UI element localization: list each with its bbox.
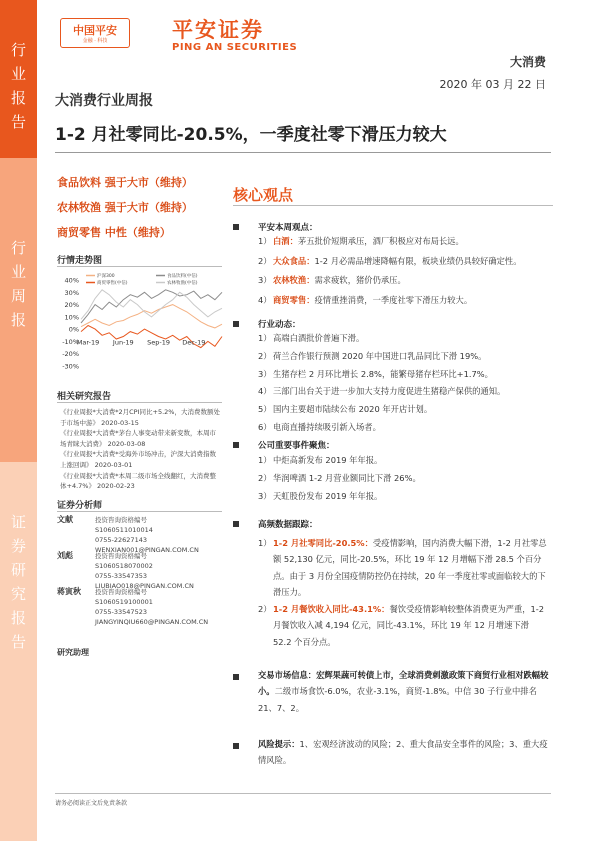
brand-name-en: PING AN SECURITIES (172, 42, 298, 53)
market-info-text: 二级市场食饮-6.0%，农业-3.1%，商贸-1.8%。中信 30 子行业中排名 21、7、2。 (258, 686, 537, 713)
analyst-contact (95, 551, 194, 591)
rating-food-beverage: 食品饮料 强于大市（维持） (57, 176, 193, 189)
item-highlight: 商贸零售： (273, 294, 315, 305)
related-report-title: 《行业周报*大消费*受海外市场冲击，沪深大消费指数上涨回调》 (60, 450, 216, 469)
related-report-date: 2020-03-08 (105, 439, 146, 448)
analyst-contact-line: WENXIAN001@PINGAN.COM.CN (95, 546, 199, 554)
item-text: 荷兰合作银行预测 2020 年中国进口乳品同比下滑 19%。 (273, 350, 487, 361)
bullet-icon (233, 442, 239, 448)
related-report-date: 2020-03-01 (92, 460, 133, 469)
item-text: 电商直播持续吸引新入场者。 (273, 422, 381, 432)
risk-warning-paragraph (258, 736, 550, 769)
analysts-divider (57, 511, 222, 512)
item-number: 2） (258, 255, 272, 266)
related-report-item (60, 407, 220, 428)
analyst-contact-line: S1060511010014 (95, 526, 153, 534)
item-number: 4） (258, 294, 272, 305)
market-trend-chart (57, 268, 227, 378)
item-number: 2） (258, 350, 272, 361)
sidebar-char: 究 (10, 585, 26, 603)
related-report-title: 《行业周报*大消费*茅台人事变动带来新变数，本周市场青睐大消费》 (60, 429, 216, 448)
sidebar-char: 行 (10, 239, 26, 257)
risk-warning-label: 风险提示： (258, 739, 300, 749)
bullet-icon (233, 674, 239, 680)
industry-trends-heading: 行业动态： (258, 320, 301, 330)
item-text: 疫情重挫消费，一季度社零下滑压力较大。 (314, 294, 473, 305)
y-tick-label: 40% (64, 276, 79, 285)
sidebar-char: 告 (10, 633, 26, 651)
analyst-contact-line: S1060518070002 (95, 562, 153, 570)
related-report-item (60, 471, 220, 492)
data-tracking-heading: 高频数据跟踪： (258, 520, 318, 530)
analyst-contact-line: LIUBIAO018@PINGAN.COM.CN (95, 582, 194, 590)
related-reports-list (60, 407, 220, 492)
sidebar-char: 报 (10, 89, 26, 107)
sidebar-char: 业 (10, 263, 26, 281)
y-tick-label: -20% (62, 350, 79, 359)
sidebar-label-securities-research (0, 510, 37, 654)
analyst-contact-line: 投资咨询资格编号 (95, 552, 147, 560)
weekly-view-heading: 平安本周观点： (258, 223, 318, 233)
item-text: 生猪存栏 2 月环比增长 2.8%，能繁母猪存栏环比+1.7%。 (273, 368, 493, 379)
item-text: 需求疲软，猪价仍承压。 (314, 275, 406, 285)
item-text: 餐饮受疫情影响较整体消费更为严重，1-2 月餐饮收入减 4,194 亿元，同比-43.1%，环比 19 年 12 月增速下滑 52.2 个百分点。 (273, 604, 545, 647)
related-reports-title: 相关研究报告 (57, 392, 112, 402)
sidebar-char: 业 (10, 65, 26, 83)
y-tick-label: -30% (62, 362, 79, 371)
item-number: 1） (258, 455, 272, 465)
market-info-paragraph (258, 667, 550, 716)
analyst-contact-line: JIANGYINQIU660@PINGAN.COM.CN (95, 618, 209, 626)
sidebar-label-industry-weekly (0, 236, 37, 332)
item-number: 3） (258, 368, 272, 379)
weekly-view-item (258, 236, 550, 247)
footer-divider (55, 793, 551, 794)
series-line-1 (81, 290, 222, 323)
related-reports-divider (57, 402, 222, 403)
item-highlight: 1-2 月餐饮收入同比-43.1%： (273, 604, 390, 614)
company-events-heading: 公司重要事件聚焦： (258, 441, 335, 451)
report-date: 2020 年 03 月 22 日 (439, 78, 546, 91)
item-text: 国内主要超市陆续公布 2020 年开店计划。 (273, 404, 433, 415)
industry-trend-item (258, 422, 550, 433)
legend-label: 食品饮料(中信) (167, 274, 198, 279)
brand-name-cn: 平安证券 (172, 18, 264, 42)
series-line-3 (81, 290, 222, 320)
bullet-icon (233, 743, 239, 749)
data-tracking-item-1 (258, 535, 550, 600)
analyst-contact-line: 投资咨询资格编号 (95, 588, 147, 596)
rating-agriculture: 农林牧渔 强于大市（维持） (57, 201, 193, 214)
item-text: 高端白酒批价普遍下滑。 (273, 333, 365, 343)
sidebar-char: 周 (10, 287, 26, 305)
sidebar-char: 研 (10, 561, 26, 579)
footer-disclaimer: 请务必阅读正文后免责条款 (55, 800, 128, 807)
logo-text: 中国平安 (73, 24, 117, 37)
page-title: 1-2 月社零同比-20.5%，一季度社零下滑压力较大 (55, 125, 447, 145)
report-type: 大消费行业周报 (55, 93, 153, 109)
company-event-item (258, 455, 550, 466)
legend-label: 农林牧渔(中信) (167, 281, 198, 286)
item-number: 4） (258, 386, 272, 397)
sidebar-char: 券 (10, 537, 26, 555)
company-event-item (258, 473, 550, 484)
related-report-date: 2020-03-15 (99, 418, 139, 427)
item-number: 2） (258, 604, 272, 614)
y-tick-label: 0% (68, 325, 79, 334)
related-report-title: 《行业周报*大消费*2月CPI同比+5.2%，大消费数额处于市场中游》 (60, 408, 220, 427)
item-highlight: 大众食品： (273, 255, 315, 266)
analyst-name: 刘彪 (57, 551, 73, 560)
item-text: 中炬高新发布 2019 年年报。 (273, 455, 383, 465)
related-report-item (60, 449, 220, 470)
analyst-contact-line: 投资咨询资格编号 (95, 516, 147, 524)
bullet-icon (233, 521, 239, 527)
item-number: 3） (258, 275, 272, 285)
item-text: 茅五批价短期承压，酒厂积极应对布局长远。 (297, 236, 464, 246)
company-event-item (258, 491, 550, 502)
weekly-view-item (258, 256, 550, 267)
related-report-date: 2020-02-23 (94, 482, 135, 491)
analyst-contact (95, 587, 208, 627)
data-tracking-item-2 (258, 601, 550, 650)
bullet-icon (233, 321, 239, 327)
item-text: 华润啤酒 1-2 月营业额同比下滑 26%。 (273, 473, 421, 483)
industry-trend-item (258, 369, 550, 380)
x-tick-label: Dec-19 (182, 338, 206, 347)
x-tick-label: Jun-19 (112, 338, 134, 347)
sidebar-label-industry-report (0, 38, 37, 134)
sidebar-char: 告 (10, 113, 26, 131)
core-views-title: 核心观点 (233, 186, 294, 204)
analysts-title: 证券分析师 (57, 501, 103, 511)
research-assistant-label: 研究助理 (57, 648, 89, 657)
analyst-name: 蒋寅秋 (57, 587, 81, 596)
industry-trend-item (258, 404, 550, 415)
weekly-view-item (258, 275, 550, 286)
x-tick-label: Mar-19 (76, 338, 100, 347)
industry-trend-item (258, 333, 550, 344)
market-info-highlight: 交易市场信息：宏辉果蔬可转债上市，全球消费刺激政策下商贸行业相对跌幅较小。 (258, 670, 549, 697)
item-highlight: 农林牧渔： (273, 275, 315, 285)
item-highlight: 1-2 月社零同比-20.5%： (273, 538, 373, 548)
legend-label: 商贸零售(中信) (97, 281, 128, 286)
item-number: 6） (258, 422, 272, 432)
item-text: 三部门出台关于进一步加大支持力度促进生猪稳产保供的通知。 (273, 386, 506, 397)
analyst-contact-line: 0755-33547523 (95, 608, 147, 616)
y-tick-label: 10% (64, 313, 79, 322)
x-tick-label: Sep-19 (147, 338, 170, 347)
y-tick-label: 20% (64, 301, 79, 310)
item-highlight: 白酒： (273, 236, 298, 246)
item-number: 2） (258, 473, 272, 483)
analyst-contact-line: 0755-33547353 (95, 572, 147, 580)
y-tick-label: -10% (62, 337, 79, 346)
item-text: 受疫情影响，国内消费大幅下滑，1-2 月社零总额 52,130 亿元，同比-20.5%，环比 19 年 12 月增幅下滑 28.5 个百分点。由于 3 月份全国疫情防控仍在持续，20 年一季度社零或面临较大的下滑压力。 (273, 538, 547, 597)
related-report-item (60, 428, 220, 449)
pingan-logo (60, 18, 130, 48)
chart-title-divider (57, 266, 222, 267)
item-number: 1） (258, 538, 272, 548)
chart-title: 行情走势图 (57, 256, 103, 266)
item-number: 5） (258, 404, 272, 415)
sector-label: 大消费 (509, 55, 546, 69)
weekly-view-item (258, 295, 550, 306)
industry-trend-item (258, 351, 550, 362)
sidebar-char: 行 (10, 41, 26, 59)
analyst-contact (95, 515, 199, 555)
analyst-contact-line: S1060519100001 (95, 598, 153, 606)
item-text: 1-2 月必需品增速降幅有限，板块业绩仍具较好确定性。 (314, 255, 522, 266)
item-number: 3） (258, 491, 272, 501)
logo-subtext: 金融 · 科技 (82, 38, 108, 44)
item-text: 天虹股份发布 2019 年年报。 (273, 491, 383, 501)
item-number: 1） (258, 236, 272, 246)
sidebar-char: 报 (10, 609, 26, 627)
left-sidebar (0, 0, 37, 841)
bullet-icon (233, 224, 239, 230)
sidebar-char: 报 (10, 311, 26, 329)
risk-warning-text: 1、宏观经济波动的风险；2、重大食品安全事件的风险；3、重大疫情风险。 (258, 739, 548, 766)
sidebar-char: 证 (10, 513, 26, 531)
core-views-divider (233, 205, 553, 206)
related-report-title: 《行业周报*大消费*本周二级市场全线翻红，大消费整体+4.7%》 (60, 471, 216, 491)
analyst-contact-line: 0755-22627143 (95, 536, 147, 544)
title-divider (55, 152, 551, 153)
industry-trend-item (258, 386, 550, 397)
analyst-name: 文献 (57, 515, 73, 524)
legend-label: 沪深300 (97, 274, 115, 279)
y-tick-label: 30% (64, 288, 79, 297)
item-number: 1） (258, 333, 272, 343)
rating-retail: 商贸零售 中性（维持） (57, 226, 171, 239)
